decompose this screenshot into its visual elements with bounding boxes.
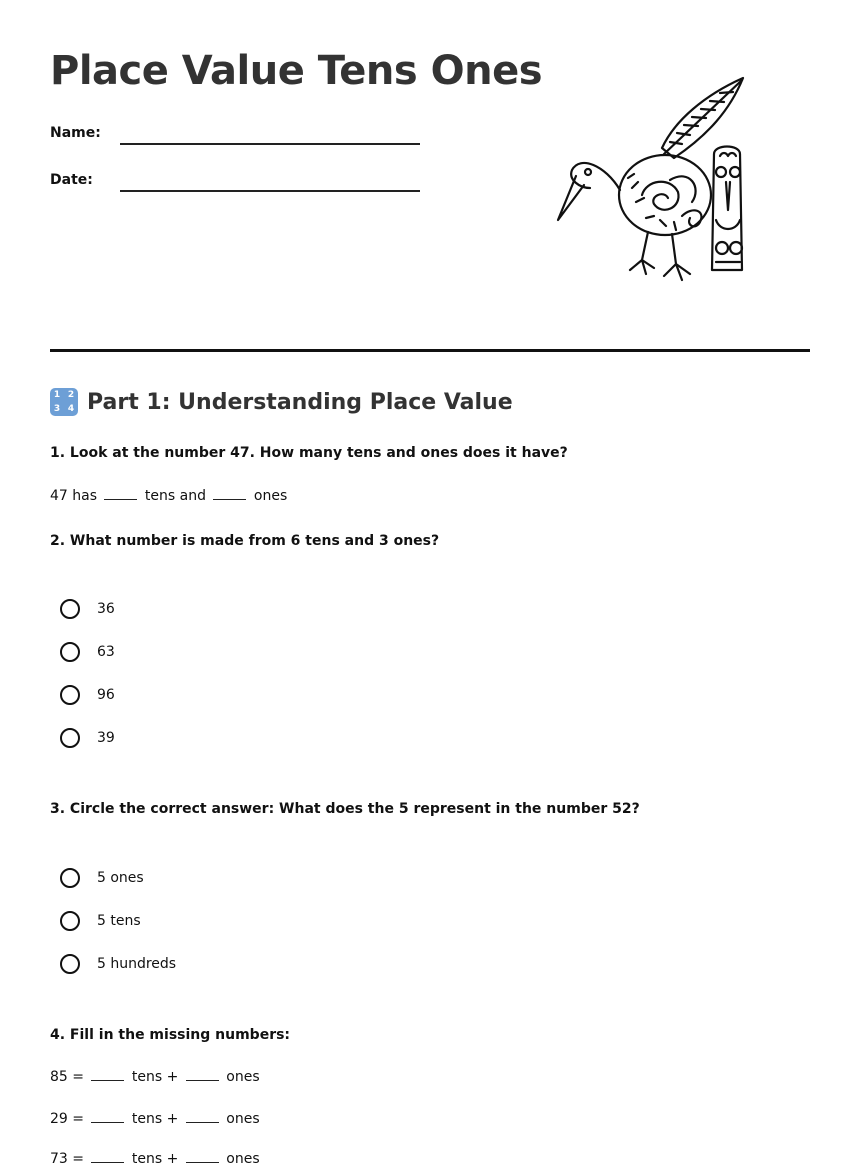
equation-mid: tens + (131, 1111, 179, 1127)
option-label: 5 ones (97, 870, 144, 886)
tens-blank[interactable] (104, 487, 137, 500)
question-3: 3. Circle the correct answer: What does the 5 represent in the number 52? (50, 801, 640, 817)
ones-blank[interactable] (213, 487, 246, 500)
date-label: Date: (50, 172, 93, 188)
radio-button[interactable] (60, 868, 80, 888)
question-4-line (50, 1068, 260, 1085)
name-label: Name: (50, 125, 101, 141)
ones-blank[interactable] (186, 1150, 219, 1163)
icon-digit: 1 (53, 389, 61, 400)
input-numbers-emoji-icon (50, 388, 78, 416)
question-4: 4. Fill in the missing numbers: (50, 1027, 291, 1043)
ones-blank[interactable] (186, 1110, 219, 1123)
equation-start: 85 = (50, 1069, 84, 1085)
radio-button[interactable] (60, 954, 80, 974)
part1-heading-text: Part 1: Understanding Place Value (87, 389, 513, 415)
question-3-option[interactable] (60, 908, 141, 934)
question-3-option[interactable] (60, 951, 176, 977)
option-label: 5 hundreds (97, 956, 177, 972)
equation-mid: tens + (131, 1069, 179, 1085)
radio-button[interactable] (60, 911, 80, 931)
icon-digit: 2 (67, 389, 75, 400)
equation-start: 29 = (50, 1111, 84, 1127)
equation-end: ones (226, 1069, 260, 1085)
equation-end: ones (226, 1151, 260, 1167)
equation-start: 73 = (50, 1151, 84, 1167)
radio-button[interactable] (60, 728, 80, 748)
date-line[interactable] (120, 190, 420, 192)
question-2-option[interactable] (60, 596, 115, 622)
option-label: 39 (97, 730, 115, 746)
tens-blank[interactable] (91, 1150, 124, 1163)
question-2-option[interactable] (60, 725, 115, 751)
name-line[interactable] (120, 143, 420, 145)
question-4-line (50, 1150, 260, 1167)
name-field[interactable] (50, 121, 430, 151)
kiwi-bird-and-carving-illustration (550, 70, 775, 295)
radio-button[interactable] (60, 599, 80, 619)
question-2: 2. What number is made from 6 tens and 3 ones? (50, 533, 440, 549)
question-4-line (50, 1110, 260, 1127)
answer-text: tens and (144, 488, 206, 504)
option-label: 96 (97, 687, 115, 703)
page-title: Place Value Tens Ones (50, 48, 543, 94)
option-label: 5 tens (97, 913, 141, 929)
ones-blank[interactable] (186, 1068, 219, 1081)
answer-text: 47 has (50, 488, 98, 504)
equation-mid: tens + (131, 1151, 179, 1167)
header-divider (50, 349, 810, 352)
icon-digit: 3 (53, 403, 61, 414)
option-label: 36 (97, 601, 115, 617)
option-label: 63 (97, 644, 115, 660)
tens-blank[interactable] (91, 1110, 124, 1123)
question-2-option[interactable] (60, 682, 115, 708)
radio-button[interactable] (60, 685, 80, 705)
part1-heading (50, 388, 513, 416)
question-1-answer (50, 487, 287, 504)
question-1: 1. Look at the number 47. How many tens and ones does it have? (50, 445, 568, 461)
question-2-option[interactable] (60, 639, 115, 665)
question-3-option[interactable] (60, 865, 144, 891)
equation-end: ones (226, 1111, 260, 1127)
radio-button[interactable] (60, 642, 80, 662)
answer-text: ones (253, 488, 288, 504)
tens-blank[interactable] (91, 1068, 124, 1081)
icon-digit: 4 (67, 403, 75, 414)
date-field[interactable] (50, 168, 430, 198)
